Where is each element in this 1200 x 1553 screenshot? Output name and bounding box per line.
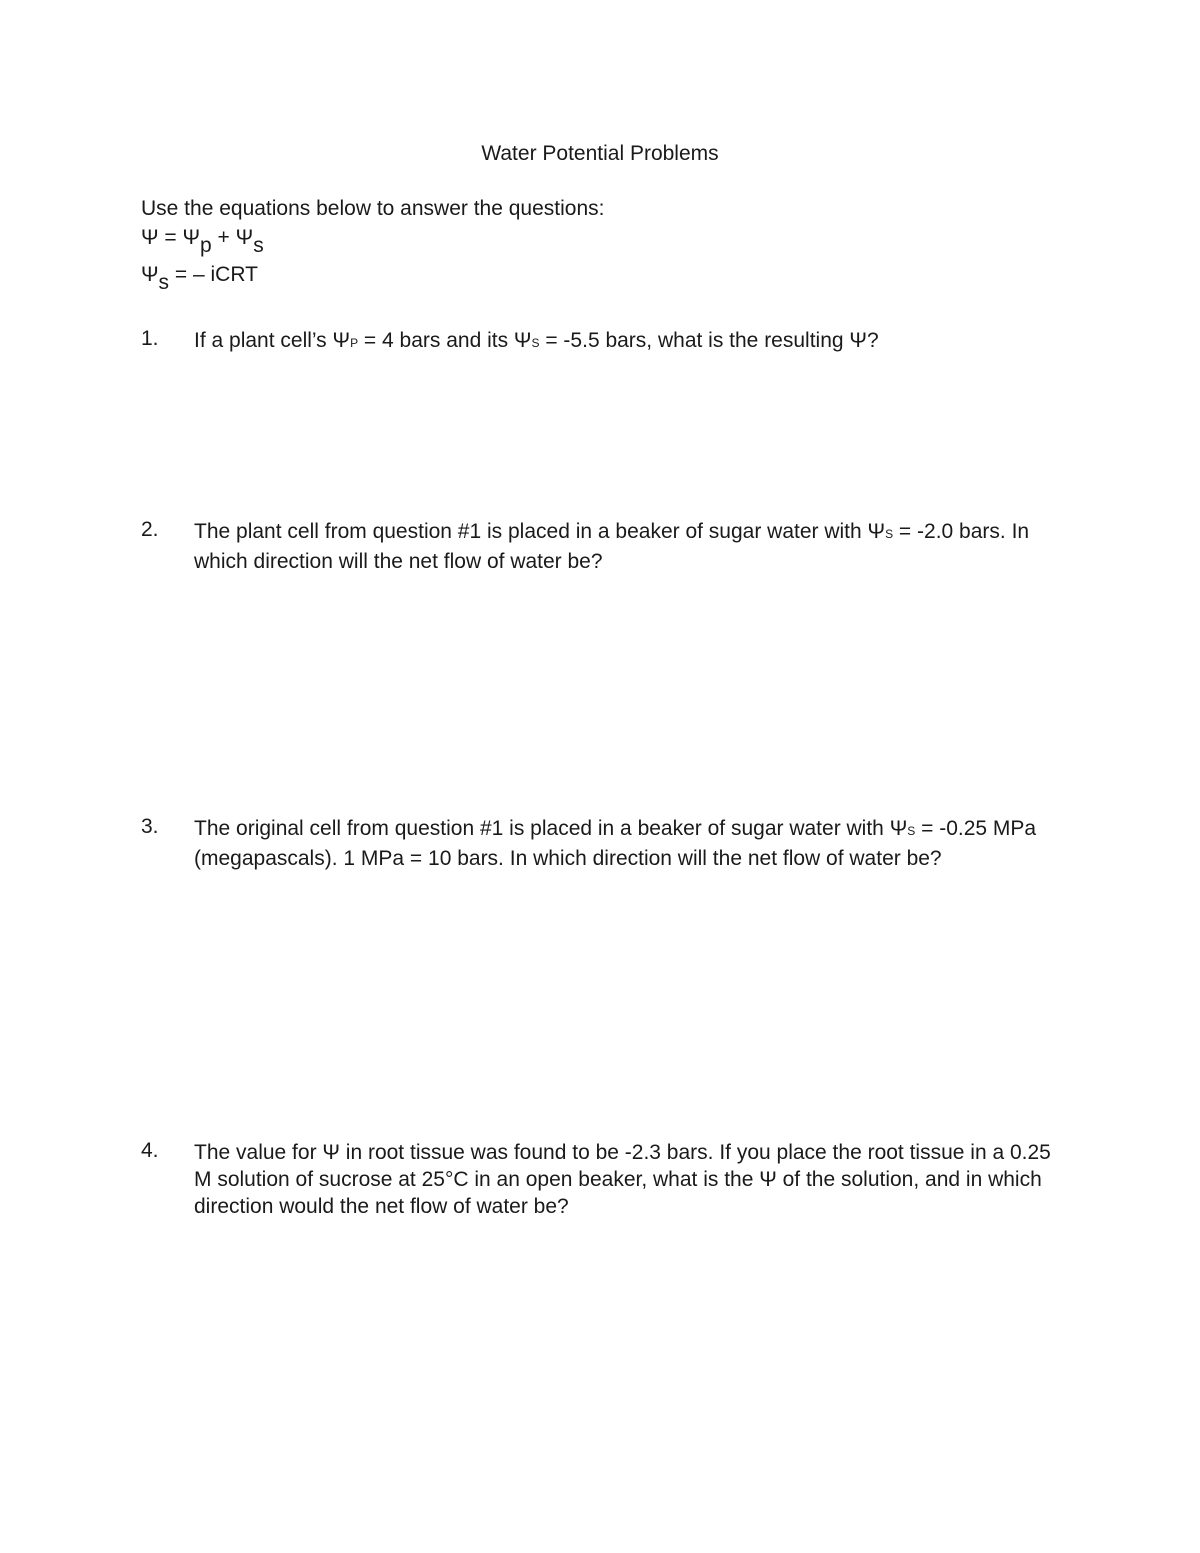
question-text-part: = -5.5 bars, what is the resulting Ψ? [539, 329, 879, 352]
question-text-part: = -2.0 bars. In which direction will the net flow of water be? [194, 520, 1030, 573]
equals-sign: = [158, 226, 183, 249]
solute-subscript: s [158, 271, 170, 294]
solute-subscript: S [531, 336, 540, 350]
intro-text: Use the equations below to answer the questions: [141, 197, 605, 220]
pressure-subscript: p [200, 234, 212, 257]
solute-subscript: s [253, 234, 264, 257]
question-text-part: The original cell from question #1 is placed in a beaker of sugar water with Ψ [194, 817, 908, 840]
pressure-subscript: P [350, 336, 359, 350]
question-text [194, 327, 1074, 357]
question-number: 2. [141, 518, 159, 541]
question-text: The value for Ψ in root tissue was found to be -2.3 bars. If you place the root tissue in a 0.25 M solution of sucrose at 25°C in an open beaker, what is the Ψ of the solution, and in which direction would the net flow of water be? [194, 1141, 1051, 1218]
question-text-part: = -0.25 MPa (megapascals). 1 MPa = 10 bars. In which direction will the net flow of water be? [194, 817, 1037, 870]
question-text [194, 815, 1064, 872]
question-number: 1. [141, 327, 159, 350]
solute-subscript: S [885, 527, 894, 541]
question-text [194, 518, 1064, 575]
question-number: 4. [141, 1139, 159, 1162]
question-text-part: = 4 bars and its Ψ [358, 329, 532, 352]
solute-subscript: S [907, 824, 916, 838]
psi-symbol: Ψ [141, 263, 159, 286]
plus-sign: + [211, 226, 236, 249]
question-text-part: If a plant cell’s Ψ [194, 329, 351, 352]
equation-solute-potential [141, 263, 258, 294]
psi-symbol: Ψ [235, 226, 254, 249]
question-number: 3. [141, 815, 159, 838]
equation-water-potential [141, 226, 264, 257]
question-text-part: The plant cell from question #1 is placed in a beaker of sugar water with Ψ [194, 520, 886, 543]
psi-symbol: Ψ [182, 226, 201, 249]
equation-rhs: = – iCRT [169, 263, 258, 286]
page-title: Water Potential Problems [481, 142, 719, 165]
psi-symbol: Ψ [141, 226, 159, 249]
